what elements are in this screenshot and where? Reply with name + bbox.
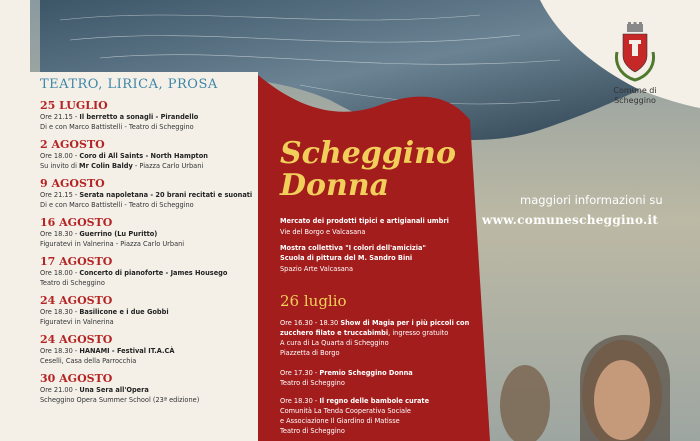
event-line: Ore 18.30 - Guerrino (Lu Puritto) — [40, 230, 158, 238]
event-line: Figuratevi in Valnerina - Piazza Carlo Urbani — [40, 240, 185, 248]
event-item — [40, 372, 260, 405]
info-label: maggiori informazioni su — [520, 193, 663, 207]
logo-label-line1: Comune di — [613, 86, 657, 95]
event-item — [40, 294, 260, 327]
event-line: Di e con Marco Battistelli - Teatro di Scheggino — [40, 201, 194, 209]
event-item — [40, 99, 260, 132]
event-line: Di e con Marco Battistelli - Teatro di Scheggino — [40, 123, 194, 131]
event-line: Teatro di Scheggino — [40, 279, 105, 287]
event-line: Ore 21.00 - Una Sera all'Opera — [40, 386, 149, 394]
red-line: Ore 18.30 - Il regno delle bambole curate — [280, 397, 430, 405]
event-date: 17 AGOSTO — [40, 255, 113, 268]
red-line: Vie del Borgo e Valcasana — [280, 228, 366, 236]
event-line: Scheggino Opera Summer School (23ª edizione) — [40, 396, 200, 404]
coat-of-arms-icon — [612, 22, 658, 82]
red-date: 26 luglio — [280, 292, 347, 310]
red-line: Teatro di Scheggino — [280, 427, 345, 435]
event-line: Ore 21.15 - Il berretto a sonagli - Pirandello — [40, 113, 199, 121]
event-line: Ore 18.30 - Basilicone e i due Gobbi — [40, 308, 169, 316]
event-item — [40, 333, 260, 366]
event-title: Scheggino Donna — [280, 136, 457, 203]
event-line: Ore 18.30 - HANAMI - Festival IT.A.CÀ — [40, 347, 175, 355]
red-line: Ore 17.30 - Premio Scheggino Donna — [280, 369, 413, 377]
event-line: Su invito di Mr Colin Baldy - Piazza Carlo Urbani — [40, 162, 204, 170]
event-item — [40, 255, 260, 288]
event-date: 16 AGOSTO — [40, 216, 113, 229]
event-list — [40, 99, 260, 411]
event-date: 30 AGOSTO — [40, 372, 113, 385]
red-line: Teatro di Scheggino — [280, 379, 345, 387]
event-line: Ceselli, Casa della Parrocchia — [40, 357, 137, 365]
red-line: zucchero filato e truccabimbi, ingresso gratuito — [280, 329, 449, 337]
red-line: Spazio Arte Valcasana — [280, 265, 354, 273]
event-line: Ore 18.00 - Concerto di pianoforte - James Housego — [40, 269, 228, 277]
red-line: A cura di La Quarta di Scheggino — [280, 339, 389, 347]
event-date: 9 AGOSTO — [40, 177, 105, 190]
red-line: Comunità La Tenda Cooperativa Sociale — [280, 407, 411, 415]
event-date: 2 AGOSTO — [40, 138, 105, 151]
red-line: e Associazione Il Giardino di Matisse — [280, 417, 400, 425]
red-line: Piazzetta di Borgo — [280, 349, 340, 357]
event-line: Ore 21.15 - Serata napoletana - 20 brani recitati e suonati — [40, 191, 253, 199]
event-item — [40, 177, 260, 210]
event-item — [40, 138, 260, 171]
red-line: Mercato dei prodotti tipici e artigianali umbri — [280, 217, 449, 225]
event-date: 25 LUGLIO — [40, 99, 108, 112]
red-line: Scuola di pittura del M. Sandro Bini — [280, 254, 413, 262]
red-line: Ore 16.30 - 18.30 Show di Magia per i più piccoli con — [280, 319, 470, 327]
event-date: 24 AGOSTO — [40, 333, 113, 346]
logo-label-line2: Scheggino — [614, 96, 656, 105]
info-url-link[interactable]: www.comunescheggino.it — [482, 213, 659, 227]
red-line: Mostra collettiva "I colori dell'amicizia" — [280, 244, 426, 252]
municipality-logo — [600, 22, 670, 112]
event-line: Ore 18.00 - Coro di All Saints - North Hampton — [40, 152, 208, 160]
event-date: 24 AGOSTO — [40, 294, 113, 307]
section-title: TEATRO, LIRICA, PROSA — [40, 77, 218, 92]
event-line: Figuratevi in Valnerina — [40, 318, 114, 326]
event-item — [40, 216, 260, 249]
